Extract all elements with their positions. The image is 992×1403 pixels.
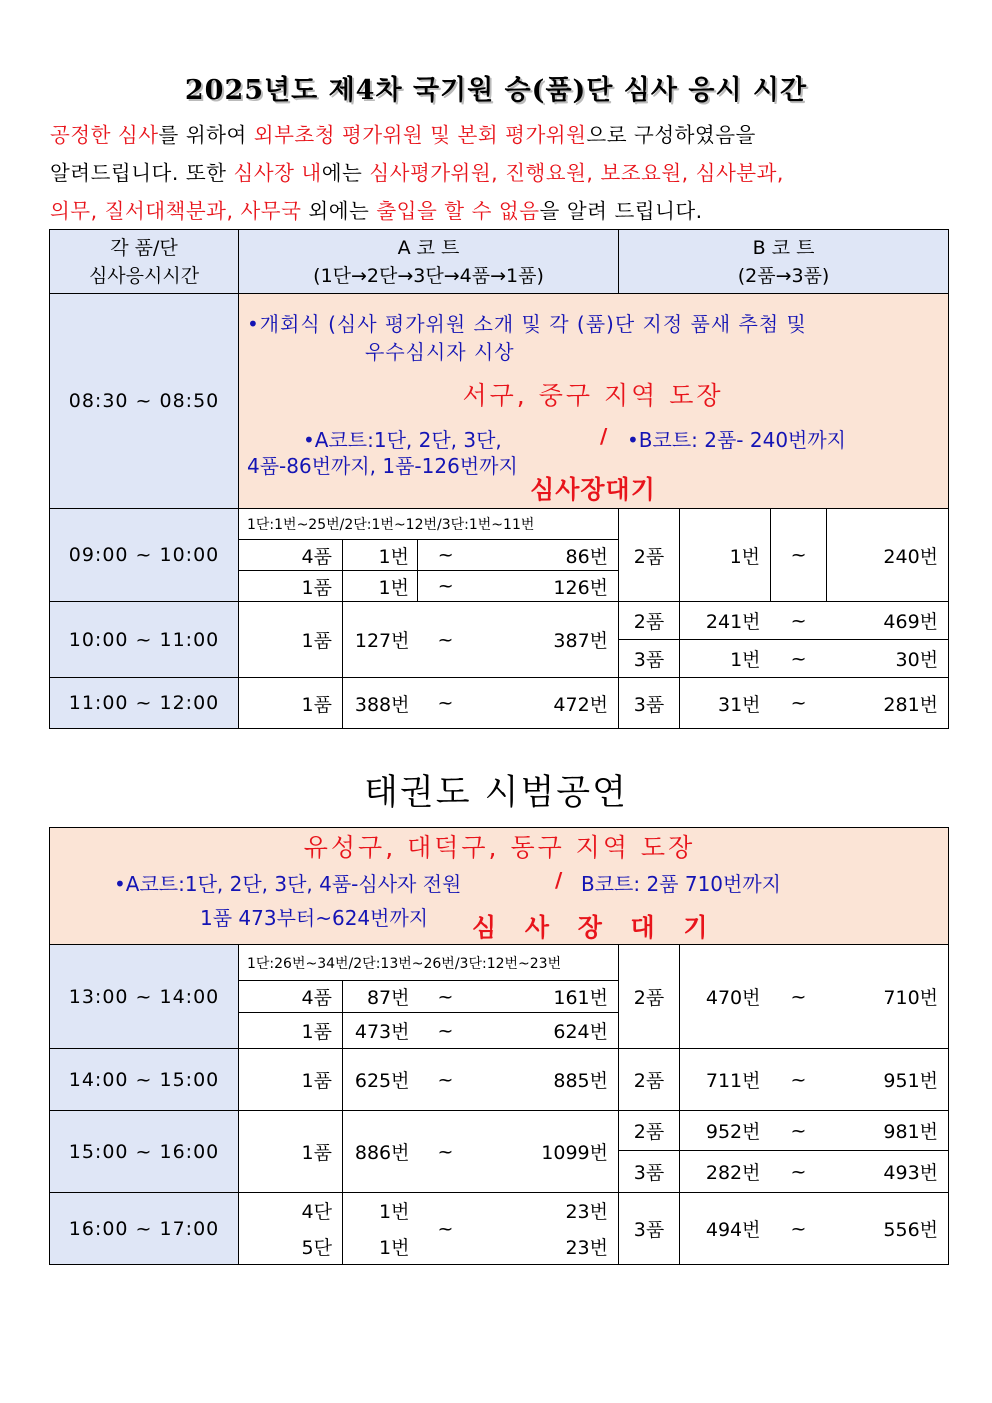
a-tilde: ~ (418, 540, 474, 571)
a-from: 1번 (343, 540, 418, 571)
a-to: 472번 (474, 678, 619, 729)
afternoon-region: 유성구, 대덕구, 동구 지역 도장 (303, 833, 696, 862)
page-title: 2025년도 제4차 국기원 승(품)단 심사 응시 시간 (184, 75, 808, 106)
header-a-court (239, 230, 619, 294)
notice-segment: 심사장 내 (233, 161, 322, 185)
notice-segment: 출입을 할 수 없음 (376, 199, 540, 223)
time-cell: 09:00 ~ 10:00 (50, 509, 239, 602)
a-to: 624번 (474, 1013, 619, 1049)
table-row (50, 509, 949, 540)
a-tilde: ~ (418, 1013, 474, 1049)
opening-a-info-2: 4품-86번까지, 1품-126번까지 (247, 454, 518, 478)
afternoon-standby: 심 사 장 대 기 (472, 913, 718, 942)
a-from: 625번 (343, 1049, 418, 1111)
afternoon-b-info: B코트: 2품 710번까지 (581, 872, 781, 896)
notice-segment: 의무, 질서대책분과, 사무국 (50, 199, 309, 223)
afternoon-slash: / (555, 868, 563, 892)
a-grade: 1품 (239, 1049, 343, 1111)
b-tilde: ~ (771, 1193, 827, 1265)
b-to: 30번 (827, 640, 949, 678)
b-to: 240번 (827, 509, 949, 602)
a-to: 23번 (474, 1229, 619, 1265)
a-to: 126번 (474, 571, 619, 602)
b-from: 282번 (680, 1151, 771, 1193)
b-from: 470번 (680, 945, 771, 1049)
header-b-court (619, 230, 949, 294)
b-tilde: ~ (771, 1151, 827, 1193)
notice-segment: 을 알려 드립니다. (539, 199, 703, 223)
table-row (50, 1111, 949, 1151)
notice-segment: 외에는 (308, 199, 377, 223)
time-cell: 11:00 ~ 12:00 (50, 678, 239, 729)
a-from: 127번 (343, 602, 418, 678)
time-cell: 10:00 ~ 11:00 (50, 602, 239, 678)
a-grade: 4품 (239, 540, 343, 571)
b-grade: 2품 (619, 945, 680, 1049)
notice-line-1 (50, 116, 950, 154)
notice-segment: 공정한 심사 (50, 123, 159, 147)
b-court-order: (2품→3품) (737, 264, 830, 287)
a-tilde: ~ (418, 981, 474, 1013)
a-from: 473번 (343, 1013, 418, 1049)
time-cell: 16:00 ~ 17:00 (50, 1193, 239, 1265)
a-from: 886번 (343, 1111, 418, 1193)
table-row (50, 1049, 949, 1111)
afternoon-a-info-2: 1품 473부터~624번까지 (200, 906, 429, 930)
a-grade: 5단 (239, 1229, 343, 1265)
opening-region: 서구, 중구 지역 도장 (462, 381, 724, 410)
b-tilde: ~ (771, 602, 827, 640)
a-tilde: ~ (418, 1049, 474, 1111)
opening-time: 08:30 ~ 08:50 (50, 294, 239, 509)
afternoon-banner-row (50, 828, 949, 945)
afternoon-a-info: •A코트:1단, 2단, 3단, 4품-심사자 전원 (114, 872, 462, 896)
b-tilde: ~ (771, 1111, 827, 1151)
b-grade: 2품 (619, 1111, 680, 1151)
notice-segment: 으로 구성하였음을 (586, 123, 756, 147)
b-tilde: ~ (771, 640, 827, 678)
time-cell: 15:00 ~ 16:00 (50, 1111, 239, 1193)
a-court-label: A 코 트 (397, 236, 460, 259)
notice-segment: 를 위하여 (158, 123, 254, 147)
dan-range: 1단:1번~25번/2단:1번~12번/3단:1번~11번 (239, 509, 619, 540)
header-col1-line1: 각 품/단 (110, 236, 178, 259)
a-grade: 1품 (239, 1111, 343, 1193)
b-grade: 3품 (619, 640, 680, 678)
a-from: 1번 (343, 1229, 418, 1265)
dan-range: 1단:26번~34번/2단:13번~26번/3단:12번~23번 (239, 945, 619, 981)
b-grade: 3품 (619, 678, 680, 729)
b-tilde: ~ (771, 509, 827, 602)
table-header-row (50, 230, 949, 294)
time-cell: 14:00 ~ 15:00 (50, 1049, 239, 1111)
a-grade: 4단 (239, 1193, 343, 1229)
table-row (50, 1193, 949, 1229)
a-grade: 1품 (239, 1013, 343, 1049)
a-grade: 1품 (239, 678, 343, 729)
b-grade: 2품 (619, 602, 680, 640)
a-from: 1번 (343, 1193, 418, 1229)
b-from: 1번 (680, 509, 771, 602)
opening-banner (239, 294, 949, 509)
a-tilde: ~ (418, 1111, 474, 1193)
b-from: 241번 (680, 602, 771, 640)
afternoon-banner (50, 828, 949, 945)
table-row (50, 602, 949, 640)
header-time-col (50, 230, 239, 294)
a-to: 387번 (474, 602, 619, 678)
b-grade: 2품 (619, 509, 680, 602)
a-to: 86번 (474, 540, 619, 571)
opening-line-2: 우수심시자 시상 (365, 340, 515, 364)
a-grade: 4품 (239, 981, 343, 1013)
a-from: 388번 (343, 678, 418, 729)
a-to: 23번 (474, 1193, 619, 1229)
notice-segment: 외부초청 평가위원 및 본회 평가위원 (253, 123, 587, 147)
a-from: 1번 (343, 571, 418, 602)
a-to: 885번 (474, 1049, 619, 1111)
opening-slash: / (600, 424, 608, 448)
notice-line-2 (50, 154, 950, 192)
a-to: 1099번 (474, 1111, 619, 1193)
opening-a-info: •A코트:1단, 2단, 3단, (303, 428, 502, 452)
b-to: 493번 (827, 1151, 949, 1193)
b-grade: 3품 (619, 1151, 680, 1193)
opening-standby: 심사장대기 (530, 475, 656, 504)
b-tilde: ~ (771, 945, 827, 1049)
b-to: 556번 (827, 1193, 949, 1265)
b-grade: 2품 (619, 1049, 680, 1111)
afternoon-schedule-table (49, 827, 949, 1265)
opening-row (50, 294, 949, 509)
morning-schedule-table (49, 229, 949, 729)
a-tilde: ~ (418, 571, 474, 602)
a-tilde: ~ (418, 1193, 474, 1265)
b-from: 31번 (680, 678, 771, 729)
table-row (50, 678, 949, 729)
b-tilde: ~ (771, 1049, 827, 1111)
header-col1-line2: 심사응시시간 (88, 264, 200, 287)
b-from: 711번 (680, 1049, 771, 1111)
a-court-order: (1단→2단→3단→4품→1품) (313, 264, 544, 287)
b-court-label: B 코 트 (752, 236, 815, 259)
a-tilde: ~ (418, 602, 474, 678)
section-title-demo: 태권도 시범공연 (364, 773, 628, 813)
b-tilde: ~ (771, 678, 827, 729)
a-tilde: ~ (418, 678, 474, 729)
notice-segment: 알려드립니다. 또한 (50, 161, 234, 185)
a-grade: 1품 (239, 602, 343, 678)
table-row (50, 945, 949, 981)
a-to: 161번 (474, 981, 619, 1013)
notice-segment: 에는 (321, 161, 370, 185)
b-from: 952번 (680, 1111, 771, 1151)
a-grade: 1품 (239, 571, 343, 602)
b-to: 951번 (827, 1049, 949, 1111)
b-to: 469번 (827, 602, 949, 640)
opening-b-info: •B코트: 2품- 240번까지 (627, 428, 847, 452)
b-grade: 3품 (619, 1193, 680, 1265)
notice-segment: 심사평가위원, 진행요원, 보조요원, 심사분과, (369, 161, 784, 185)
b-to: 710번 (827, 945, 949, 1049)
b-from: 494번 (680, 1193, 771, 1265)
time-cell: 13:00 ~ 14:00 (50, 945, 239, 1049)
notice-line-3 (50, 192, 950, 230)
b-from: 1번 (680, 640, 771, 678)
b-to: 981번 (827, 1111, 949, 1151)
opening-line-1: •개회식 (심사 평가위원 소개 및 각 (품)단 지정 품새 추첨 및 (247, 312, 807, 336)
a-from: 87번 (343, 981, 418, 1013)
b-to: 281번 (827, 678, 949, 729)
